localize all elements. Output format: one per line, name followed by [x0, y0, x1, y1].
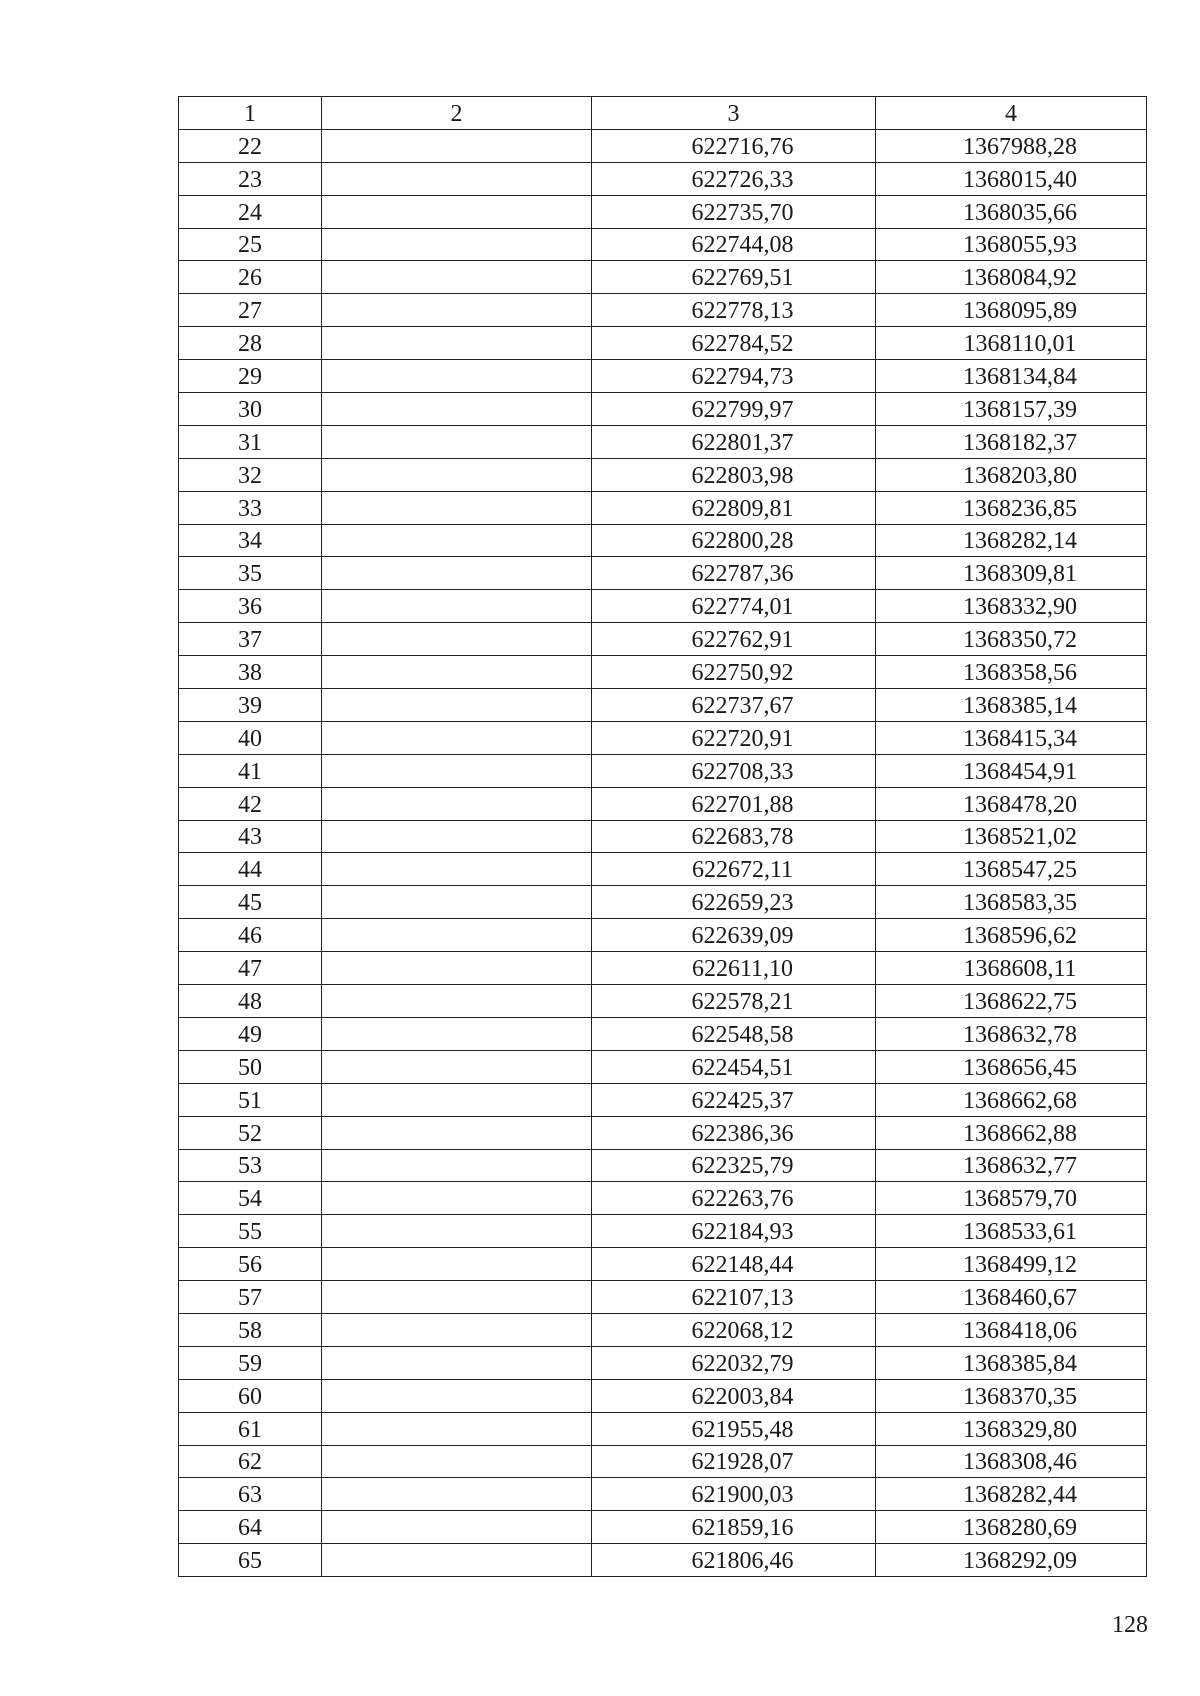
- description-cell: [322, 590, 592, 623]
- table-row: [179, 162, 1147, 195]
- y-coordinate-cell: 1368329,80: [876, 1412, 1147, 1445]
- x-coordinate-cell: 622107,13: [592, 1281, 876, 1314]
- y-coordinate-cell: 1368418,06: [876, 1313, 1147, 1346]
- y-coordinate-cell: 1368308,46: [876, 1445, 1147, 1478]
- y-coordinate-cell: 1368055,93: [876, 228, 1147, 261]
- point-number-cell: 42: [179, 787, 322, 820]
- point-number-cell: 23: [179, 162, 322, 195]
- table-row: [179, 1313, 1147, 1346]
- description-cell: [322, 425, 592, 458]
- x-coordinate-cell: 622720,91: [592, 721, 876, 754]
- point-number-cell: 29: [179, 360, 322, 393]
- description-cell: [322, 261, 592, 294]
- x-coordinate-cell: 622672,11: [592, 853, 876, 886]
- table-row: [179, 1346, 1147, 1379]
- table-row: [179, 1149, 1147, 1182]
- description-cell: [322, 162, 592, 195]
- x-coordinate-cell: 621900,03: [592, 1478, 876, 1511]
- table-row: [179, 985, 1147, 1018]
- y-coordinate-cell: 1368182,37: [876, 425, 1147, 458]
- description-cell: [322, 1313, 592, 1346]
- x-coordinate-cell: 622774,01: [592, 590, 876, 623]
- column-header: 1: [179, 97, 322, 130]
- x-coordinate-cell: 622611,10: [592, 952, 876, 985]
- y-coordinate-cell: 1368596,62: [876, 919, 1147, 952]
- description-cell: [322, 1346, 592, 1379]
- point-number-cell: 43: [179, 820, 322, 853]
- description-cell: [322, 1215, 592, 1248]
- x-coordinate-cell: 622787,36: [592, 557, 876, 590]
- point-number-cell: 56: [179, 1248, 322, 1281]
- point-number-cell: 62: [179, 1445, 322, 1478]
- description-cell: [322, 1248, 592, 1281]
- x-coordinate-cell: 622762,91: [592, 623, 876, 656]
- point-number-cell: 63: [179, 1478, 322, 1511]
- y-coordinate-cell: 1368385,14: [876, 689, 1147, 722]
- point-number-cell: 60: [179, 1379, 322, 1412]
- x-coordinate-cell: 622263,76: [592, 1182, 876, 1215]
- x-coordinate-cell: 622683,78: [592, 820, 876, 853]
- point-number-cell: 32: [179, 458, 322, 491]
- x-coordinate-cell: 622148,44: [592, 1248, 876, 1281]
- table-row: [179, 557, 1147, 590]
- description-cell: [322, 1544, 592, 1577]
- column-header: 3: [592, 97, 876, 130]
- description-cell: [322, 1182, 592, 1215]
- table-row: [179, 1083, 1147, 1116]
- description-cell: [322, 820, 592, 853]
- table-row: [179, 1478, 1147, 1511]
- table-row: [179, 1544, 1147, 1577]
- x-coordinate-cell: 622750,92: [592, 656, 876, 689]
- x-coordinate-cell: 622809,81: [592, 491, 876, 524]
- x-coordinate-cell: 622184,93: [592, 1215, 876, 1248]
- description-cell: [322, 952, 592, 985]
- y-coordinate-cell: 1368203,80: [876, 458, 1147, 491]
- point-number-cell: 47: [179, 952, 322, 985]
- point-number-cell: 46: [179, 919, 322, 952]
- description-cell: [322, 754, 592, 787]
- point-number-cell: 31: [179, 425, 322, 458]
- point-number-cell: 51: [179, 1083, 322, 1116]
- x-coordinate-cell: 622659,23: [592, 886, 876, 919]
- y-coordinate-cell: 1368579,70: [876, 1182, 1147, 1215]
- point-number-cell: 37: [179, 623, 322, 656]
- y-coordinate-cell: 1368280,69: [876, 1511, 1147, 1544]
- y-coordinate-cell: 1368015,40: [876, 162, 1147, 195]
- x-coordinate-cell: 622800,28: [592, 524, 876, 557]
- x-coordinate-cell: 622639,09: [592, 919, 876, 952]
- point-number-cell: 65: [179, 1544, 322, 1577]
- y-coordinate-cell: 1368035,66: [876, 195, 1147, 228]
- x-coordinate-cell: 622701,88: [592, 787, 876, 820]
- description-cell: [322, 623, 592, 656]
- x-coordinate-cell: 622578,21: [592, 985, 876, 1018]
- table-row: [179, 689, 1147, 722]
- point-number-cell: 33: [179, 491, 322, 524]
- point-number-cell: 28: [179, 327, 322, 360]
- table-row: [179, 1050, 1147, 1083]
- table-row: [179, 787, 1147, 820]
- table-row: [179, 129, 1147, 162]
- point-number-cell: 64: [179, 1511, 322, 1544]
- x-coordinate-cell: 622801,37: [592, 425, 876, 458]
- y-coordinate-cell: 1368533,61: [876, 1215, 1147, 1248]
- x-coordinate-cell: 622735,70: [592, 195, 876, 228]
- table-row: [179, 1116, 1147, 1149]
- x-coordinate-cell: 622716,76: [592, 129, 876, 162]
- point-number-cell: 30: [179, 393, 322, 426]
- table-row: [179, 1379, 1147, 1412]
- table-row: [179, 393, 1147, 426]
- table-row: [179, 1511, 1147, 1544]
- description-cell: [322, 853, 592, 886]
- y-coordinate-cell: 1368385,84: [876, 1346, 1147, 1379]
- coordinates-table: [178, 96, 1147, 1577]
- x-coordinate-cell: 622325,79: [592, 1149, 876, 1182]
- table-row: [179, 294, 1147, 327]
- point-number-cell: 24: [179, 195, 322, 228]
- y-coordinate-cell: 1368358,56: [876, 656, 1147, 689]
- x-coordinate-cell: 622744,08: [592, 228, 876, 261]
- x-coordinate-cell: 622425,37: [592, 1083, 876, 1116]
- description-cell: [322, 360, 592, 393]
- x-coordinate-cell: 622799,97: [592, 393, 876, 426]
- table-row: [179, 853, 1147, 886]
- x-coordinate-cell: 621859,16: [592, 1511, 876, 1544]
- description-cell: [322, 228, 592, 261]
- y-coordinate-cell: 1368309,81: [876, 557, 1147, 590]
- point-number-cell: 61: [179, 1412, 322, 1445]
- point-number-cell: 38: [179, 656, 322, 689]
- description-cell: [322, 327, 592, 360]
- y-coordinate-cell: 1368632,78: [876, 1017, 1147, 1050]
- description-cell: [322, 787, 592, 820]
- description-cell: [322, 1149, 592, 1182]
- description-cell: [322, 1017, 592, 1050]
- y-coordinate-cell: 1368415,34: [876, 721, 1147, 754]
- description-cell: [322, 1379, 592, 1412]
- point-number-cell: 41: [179, 754, 322, 787]
- point-number-cell: 50: [179, 1050, 322, 1083]
- point-number-cell: 58: [179, 1313, 322, 1346]
- point-number-cell: 48: [179, 985, 322, 1018]
- y-coordinate-cell: 1368236,85: [876, 491, 1147, 524]
- x-coordinate-cell: 621928,07: [592, 1445, 876, 1478]
- y-coordinate-cell: 1368350,72: [876, 623, 1147, 656]
- y-coordinate-cell: 1368292,09: [876, 1544, 1147, 1577]
- point-number-cell: 59: [179, 1346, 322, 1379]
- column-header: 2: [322, 97, 592, 130]
- description-cell: [322, 524, 592, 557]
- description-cell: [322, 1281, 592, 1314]
- x-coordinate-cell: 622784,52: [592, 327, 876, 360]
- y-coordinate-cell: 1368521,02: [876, 820, 1147, 853]
- table-row: [179, 1215, 1147, 1248]
- table-row: [179, 919, 1147, 952]
- point-number-cell: 44: [179, 853, 322, 886]
- x-coordinate-cell: 622708,33: [592, 754, 876, 787]
- y-coordinate-cell: 1368454,91: [876, 754, 1147, 787]
- y-coordinate-cell: 1368157,39: [876, 393, 1147, 426]
- y-coordinate-cell: 1368547,25: [876, 853, 1147, 886]
- description-cell: [322, 1511, 592, 1544]
- y-coordinate-cell: 1368084,92: [876, 261, 1147, 294]
- table-row: [179, 1412, 1147, 1445]
- description-cell: [322, 294, 592, 327]
- y-coordinate-cell: 1368662,88: [876, 1116, 1147, 1149]
- point-number-cell: 52: [179, 1116, 322, 1149]
- table-row: [179, 886, 1147, 919]
- y-coordinate-cell: 1368110,01: [876, 327, 1147, 360]
- description-cell: [322, 1050, 592, 1083]
- point-number-cell: 40: [179, 721, 322, 754]
- y-coordinate-cell: 1368622,75: [876, 985, 1147, 1018]
- x-coordinate-cell: 622454,51: [592, 1050, 876, 1083]
- description-cell: [322, 1478, 592, 1511]
- table-row: [179, 820, 1147, 853]
- y-coordinate-cell: 1368095,89: [876, 294, 1147, 327]
- point-number-cell: 57: [179, 1281, 322, 1314]
- x-coordinate-cell: 622726,33: [592, 162, 876, 195]
- x-coordinate-cell: 622386,36: [592, 1116, 876, 1149]
- table-row: [179, 425, 1147, 458]
- table-row: [179, 1445, 1147, 1478]
- table-row: [179, 1281, 1147, 1314]
- y-coordinate-cell: 1368370,35: [876, 1379, 1147, 1412]
- description-cell: [322, 1412, 592, 1445]
- point-number-cell: 53: [179, 1149, 322, 1182]
- table-row: [179, 623, 1147, 656]
- y-coordinate-cell: 1368583,35: [876, 886, 1147, 919]
- description-cell: [322, 1083, 592, 1116]
- y-coordinate-cell: 1368656,45: [876, 1050, 1147, 1083]
- table-row: [179, 590, 1147, 623]
- y-coordinate-cell: 1368632,77: [876, 1149, 1147, 1182]
- description-cell: [322, 393, 592, 426]
- page-number: 128: [1112, 1612, 1148, 1638]
- table-body: [179, 129, 1147, 1576]
- table-row: [179, 1248, 1147, 1281]
- point-number-cell: 36: [179, 590, 322, 623]
- point-number-cell: 55: [179, 1215, 322, 1248]
- y-coordinate-cell: 1368662,68: [876, 1083, 1147, 1116]
- description-cell: [322, 689, 592, 722]
- description-cell: [322, 656, 592, 689]
- table-row: [179, 754, 1147, 787]
- y-coordinate-cell: 1368282,44: [876, 1478, 1147, 1511]
- x-coordinate-cell: 622032,79: [592, 1346, 876, 1379]
- table-row: [179, 656, 1147, 689]
- column-header: 4: [876, 97, 1147, 130]
- point-number-cell: 45: [179, 886, 322, 919]
- y-coordinate-cell: 1368332,90: [876, 590, 1147, 623]
- description-cell: [322, 1445, 592, 1478]
- description-cell: [322, 721, 592, 754]
- description-cell: [322, 985, 592, 1018]
- y-coordinate-cell: 1368282,14: [876, 524, 1147, 557]
- x-coordinate-cell: 622803,98: [592, 458, 876, 491]
- point-number-cell: 49: [179, 1017, 322, 1050]
- description-cell: [322, 458, 592, 491]
- table-row: [179, 458, 1147, 491]
- x-coordinate-cell: 622068,12: [592, 1313, 876, 1346]
- x-coordinate-cell: 622778,13: [592, 294, 876, 327]
- x-coordinate-cell: 622003,84: [592, 1379, 876, 1412]
- x-coordinate-cell: 622769,51: [592, 261, 876, 294]
- description-cell: [322, 129, 592, 162]
- x-coordinate-cell: 622794,73: [592, 360, 876, 393]
- y-coordinate-cell: 1368460,67: [876, 1281, 1147, 1314]
- y-coordinate-cell: 1368134,84: [876, 360, 1147, 393]
- description-cell: [322, 919, 592, 952]
- table-row: [179, 228, 1147, 261]
- description-cell: [322, 1116, 592, 1149]
- point-number-cell: 39: [179, 689, 322, 722]
- point-number-cell: 54: [179, 1182, 322, 1215]
- description-cell: [322, 557, 592, 590]
- table-row: [179, 261, 1147, 294]
- x-coordinate-cell: 621955,48: [592, 1412, 876, 1445]
- table-row: [179, 524, 1147, 557]
- table-row: [179, 1017, 1147, 1050]
- point-number-cell: 27: [179, 294, 322, 327]
- point-number-cell: 22: [179, 129, 322, 162]
- description-cell: [322, 886, 592, 919]
- y-coordinate-cell: 1368499,12: [876, 1248, 1147, 1281]
- x-coordinate-cell: 621806,46: [592, 1544, 876, 1577]
- table-row: [179, 195, 1147, 228]
- point-number-cell: 25: [179, 228, 322, 261]
- x-coordinate-cell: 622548,58: [592, 1017, 876, 1050]
- point-number-cell: 34: [179, 524, 322, 557]
- table-row: [179, 721, 1147, 754]
- x-coordinate-cell: 622737,67: [592, 689, 876, 722]
- point-number-cell: 35: [179, 557, 322, 590]
- description-cell: [322, 491, 592, 524]
- table-row: [179, 327, 1147, 360]
- table-row: [179, 360, 1147, 393]
- table-row: [179, 1182, 1147, 1215]
- table-row: [179, 952, 1147, 985]
- y-coordinate-cell: 1367988,28: [876, 129, 1147, 162]
- y-coordinate-cell: 1368608,11: [876, 952, 1147, 985]
- description-cell: [322, 195, 592, 228]
- table-header-row: [179, 97, 1147, 130]
- y-coordinate-cell: 1368478,20: [876, 787, 1147, 820]
- table-row: [179, 491, 1147, 524]
- point-number-cell: 26: [179, 261, 322, 294]
